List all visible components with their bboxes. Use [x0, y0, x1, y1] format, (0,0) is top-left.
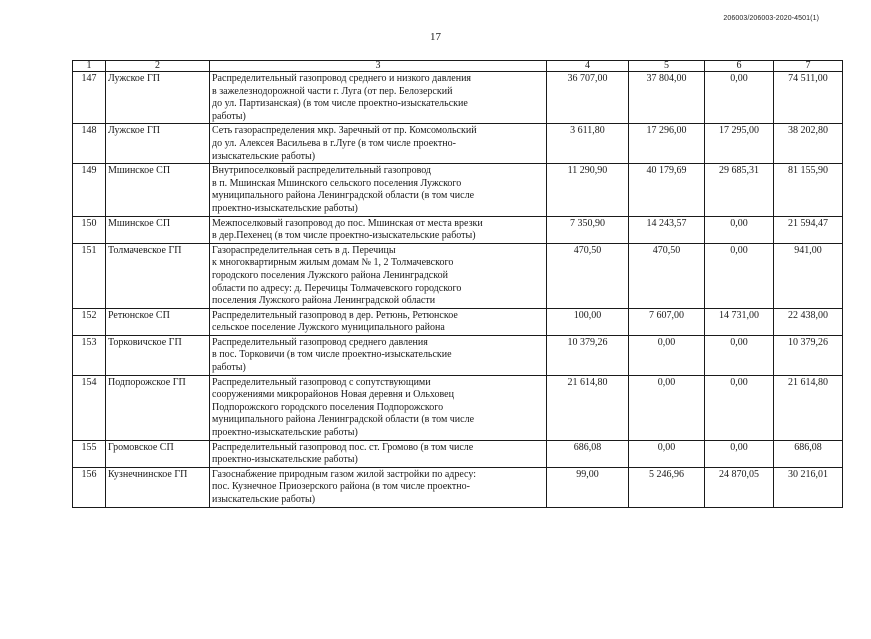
table-row [73, 335, 843, 375]
table-header-row [73, 61, 843, 72]
value-col-7: 21 614,80 [774, 375, 843, 440]
value-col-7: 74 511,00 [774, 72, 843, 124]
value-col-7: 30 216,01 [774, 467, 843, 507]
municipality-cell: Громовское СП [106, 440, 210, 467]
row-number: 155 [73, 440, 106, 467]
value-col-5: 7 607,00 [629, 308, 705, 335]
table-row [73, 375, 843, 440]
value-col-4: 11 290,90 [547, 164, 629, 216]
value-col-4: 100,00 [547, 308, 629, 335]
municipality-cell: Мшинское СП [106, 216, 210, 243]
value-col-4: 36 707,00 [547, 72, 629, 124]
value-col-5: 5 246,96 [629, 467, 705, 507]
row-number: 156 [73, 467, 106, 507]
municipality-cell: Лужское ГП [106, 124, 210, 164]
value-col-4: 21 614,80 [547, 375, 629, 440]
value-col-5: 0,00 [629, 440, 705, 467]
description-cell: Распределительный газопровод среднего и низкого давления в зажелезнодорожной части г. Луга (от пер. Белозерский до ул. Партизанская) (в том числе проектно-изыскательские работы) [210, 72, 547, 124]
column-header-1: 1 [73, 61, 106, 72]
value-col-7: 21 594,47 [774, 216, 843, 243]
row-number: 147 [73, 72, 106, 124]
municipality-cell: Кузнечнинское ГП [106, 467, 210, 507]
value-col-5: 17 296,00 [629, 124, 705, 164]
description-cell: Распределительный газопровод среднего давления в пос. Торковичи (в том числе проектно-изыскательские работы) [210, 335, 547, 375]
value-col-5: 0,00 [629, 335, 705, 375]
municipality-cell: Ретюнское СП [106, 308, 210, 335]
municipality-cell: Торковичское ГП [106, 335, 210, 375]
value-col-6: 0,00 [705, 72, 774, 124]
value-col-7: 686,08 [774, 440, 843, 467]
column-header-6: 6 [705, 61, 774, 72]
row-number: 149 [73, 164, 106, 216]
table-row [73, 440, 843, 467]
value-col-4: 7 350,90 [547, 216, 629, 243]
value-col-6: 0,00 [705, 335, 774, 375]
table-row [73, 467, 843, 507]
table-row [73, 164, 843, 216]
value-col-7: 10 379,26 [774, 335, 843, 375]
row-number: 152 [73, 308, 106, 335]
description-cell: Сеть газораспределения мкр. Заречный от пр. Комсомольский до ул. Алексея Васильева в г.Луге (в том числе проектно- изыскательские работы) [210, 124, 547, 164]
row-number: 153 [73, 335, 106, 375]
value-col-6: 0,00 [705, 375, 774, 440]
value-col-5: 14 243,57 [629, 216, 705, 243]
description-cell: Газоснабжение природным газом жилой застройки по адресу: пос. Кузнечное Приозерского района (в том числе проектно- изыскательские работы) [210, 467, 547, 507]
column-header-4: 4 [547, 61, 629, 72]
municipality-cell: Толмачевское ГП [106, 243, 210, 308]
value-col-6: 0,00 [705, 216, 774, 243]
value-col-4: 470,50 [547, 243, 629, 308]
row-number: 150 [73, 216, 106, 243]
column-header-3: 3 [210, 61, 547, 72]
value-col-4: 99,00 [547, 467, 629, 507]
document-code: 206003/206003-2020-4501(1) [723, 15, 819, 22]
table-row [73, 243, 843, 308]
description-cell: Внутрипоселковый распределительный газопровод в п. Мшинская Мшинского сельского поселения Лужского муниципального района Ленинградской области (в том числе проектно-изыскательские работы) [210, 164, 547, 216]
municipality-cell: Мшинское СП [106, 164, 210, 216]
row-number: 148 [73, 124, 106, 164]
value-col-5: 37 804,00 [629, 72, 705, 124]
gas-pipeline-table [72, 60, 843, 508]
value-col-4: 686,08 [547, 440, 629, 467]
description-cell: Газораспределительная сеть в д. Перечицы к многоквартирным жилым домам № 1, 2 Толмачевского городского поселения Лужского района Ленинградской области по адресу: д. Перечицы Толмачевского городского поселения Лужского района Ленинградской области [210, 243, 547, 308]
row-number: 151 [73, 243, 106, 308]
value-col-6: 24 870,05 [705, 467, 774, 507]
table-row [73, 72, 843, 124]
table-row [73, 216, 843, 243]
description-cell: Распределительный газопровод с сопутствующими сооружениями микрорайонов Новая деревня и Ольховец Подпорожского городского поселения Подпорожского муниципального района Ленинградской области (в том числе проектно-изыскательские работы) [210, 375, 547, 440]
table-row [73, 308, 843, 335]
value-col-6: 29 685,31 [705, 164, 774, 216]
value-col-7: 81 155,90 [774, 164, 843, 216]
value-col-6: 0,00 [705, 440, 774, 467]
table-row [73, 124, 843, 164]
value-col-5: 470,50 [629, 243, 705, 308]
value-col-6: 14 731,00 [705, 308, 774, 335]
description-cell: Распределительный газопровод пос. ст. Громово (в том числе проектно-изыскательские работы) [210, 440, 547, 467]
value-col-4: 10 379,26 [547, 335, 629, 375]
row-number: 154 [73, 375, 106, 440]
municipality-cell: Лужское ГП [106, 72, 210, 124]
value-col-6: 0,00 [705, 243, 774, 308]
column-header-5: 5 [629, 61, 705, 72]
value-col-6: 17 295,00 [705, 124, 774, 164]
description-cell: Межпоселковый газопровод до пос. Мшинская от места врезки в дер.Пехенец (в том числе проектно-изыскательские работы) [210, 216, 547, 243]
page-number: 17 [430, 31, 441, 43]
municipality-cell: Подпорожское ГП [106, 375, 210, 440]
column-header-2: 2 [106, 61, 210, 72]
value-col-7: 22 438,00 [774, 308, 843, 335]
value-col-5: 40 179,69 [629, 164, 705, 216]
value-col-5: 0,00 [629, 375, 705, 440]
value-col-7: 941,00 [774, 243, 843, 308]
value-col-4: 3 611,80 [547, 124, 629, 164]
value-col-7: 38 202,80 [774, 124, 843, 164]
description-cell: Распределительный газопровод в дер. Ретюнь, Ретюнское сельское поселение Лужского муниципального района [210, 308, 547, 335]
column-header-7: 7 [774, 61, 843, 72]
